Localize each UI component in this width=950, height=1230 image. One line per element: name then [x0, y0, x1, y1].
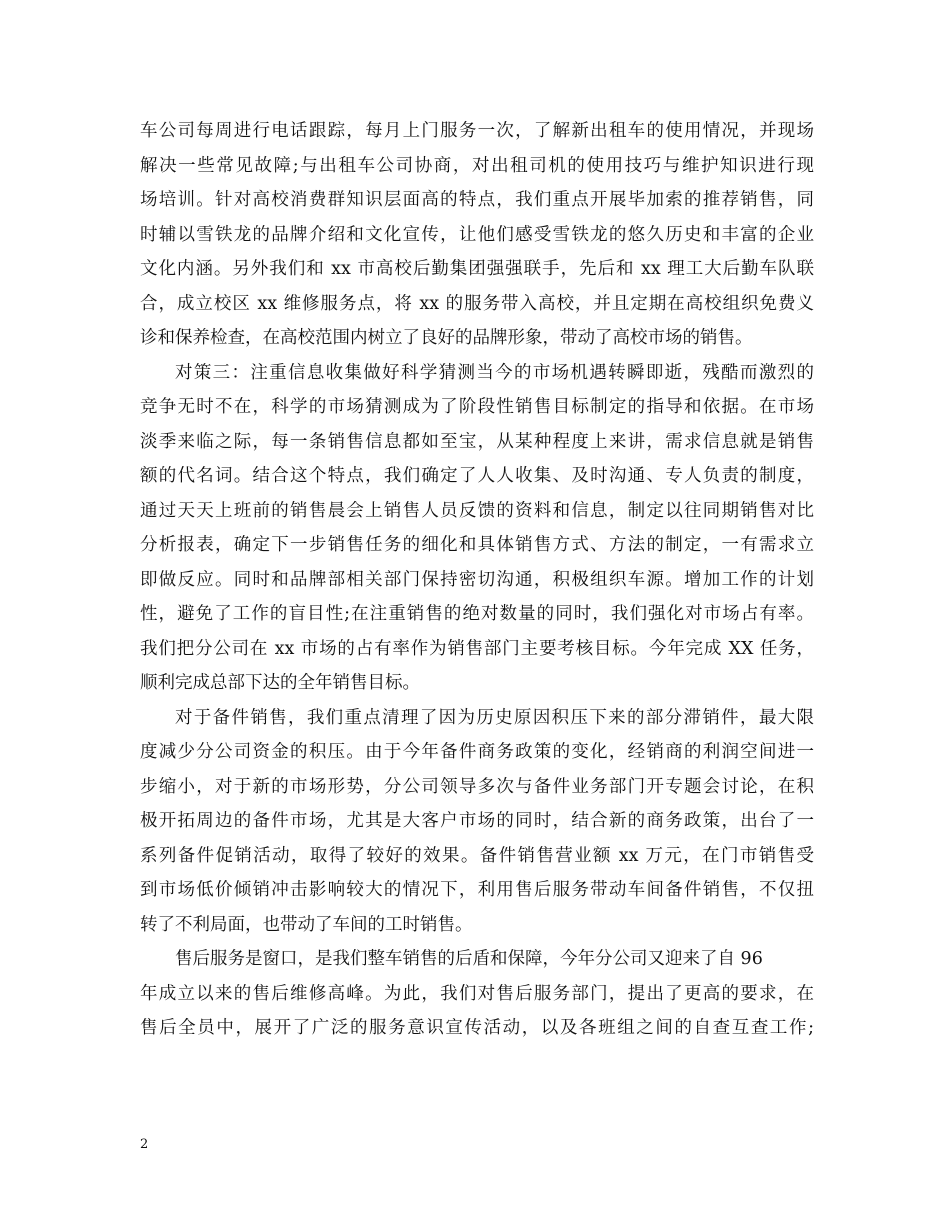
page-number: 2 [140, 1137, 149, 1152]
text-line: 售后全员中，展开了广泛的服务意识宣传活动，以及各班组之间的自查互查工作; [140, 1018, 814, 1038]
text-line: 售后服务是窗口，是我们整车销售的后盾和保障，今年分公司又迎来了自 96 [175, 949, 763, 969]
text-line: 淡季来临之际，每一条销售信息都如至宝，从某种程度上来讲，需求信息就是销售 [140, 431, 814, 452]
text-line: 步缩小，对于新的市场形势，分公司领导多次与备件业务部门开专题会讨论，在积 [140, 776, 814, 797]
text-line: 解决一些常见故障;与出租车公司协商，对出租司机的使用技巧与维护知识进行现 [140, 155, 814, 176]
text-line: 对策三：注重信息收集做好科学猜测当今的市场机遇转瞬即逝，残酷而激烈的 [175, 362, 814, 383]
text-line: 时辅以雪铁龙的品牌介绍和文化宣传，让他们感受雪铁龙的悠久历史和丰富的企业 [140, 224, 814, 245]
paragraph-4 [140, 942, 814, 1046]
paragraph-2 [140, 356, 814, 701]
text-line: 极开拓周边的备件市场，尤其是大客户市场的同时，结合新的商务政策，出台了一 [140, 811, 814, 831]
text-line: 年成立以来的售后维修高峰。为此，我们对售后服务部门，提出了更高的要求，在 [140, 983, 814, 1004]
text-line: 顺利完成总部下达的全年销售目标。 [140, 673, 420, 693]
paragraph-3 [140, 701, 814, 943]
text-line: 分析报表，确定下一步销售任务的细化和具体销售方式、方法的制定，一有需求立 [140, 535, 814, 555]
paragraph-1 [140, 114, 814, 356]
text-line: 对于备件销售，我们重点清理了因为历史原因积压下来的部分滞销件，最大限 [175, 707, 814, 728]
text-line: 即做反应。同时和品牌部相关部门保持密切沟通，积极组织车源。增加工作的计划 [140, 569, 814, 590]
text-line: 通过天天上班前的销售晨会上销售人员反馈的资料和信息，制定以往同期销售对比 [140, 500, 814, 521]
text-line: 性，避免了工作的盲目性;在注重销售的绝对数量的同时，我们强化对市场占有率。 [140, 604, 814, 624]
text-line: 车公司每周进行电话跟踪，每月上门服务一次，了解新出租车的使用情况，并现场 [140, 121, 814, 141]
text-line: 合，成立校区 xx 维修服务点，将 xx 的服务带入高校，并且定期在高校组织免费义 [140, 293, 814, 314]
text-line: 度减少分公司资金的积压。由于今年备件商务政策的变化，经销商的利润空间进一 [140, 742, 814, 762]
text-line: 系列备件促销活动，取得了较好的效果。备件销售营业额 xx 万元，在门市销售受 [140, 845, 814, 866]
text-line: 场培训。针对高校消费群知识层面高的特点，我们重点开展毕加索的推荐销售，同 [140, 190, 814, 210]
text-line: 转了不利局面，也带动了车间的工时销售。 [140, 914, 473, 935]
text-line: 文化内涵。另外我们和 xx 市高校后勤集团强强联手，先后和 xx 理工大后勤车队联 [140, 259, 814, 279]
text-line: 我们把分公司在 xx 市场的占有率作为销售部门主要考核目标。今年完成 XX 任务， [140, 638, 814, 659]
text-line: 额的代名词。结合这个特点，我们确定了人人收集、及时沟通、专人负责的制度， [140, 466, 814, 486]
text-line: 竞争无时不在，科学的市场猜测成为了阶段性销售目标制定的指导和依据。在市场 [140, 397, 814, 417]
text-line: 到市场低价倾销冲击影响较大的情况下，利用售后服务带动车间备件销售，不仅扭 [140, 880, 814, 900]
text-line: 诊和保养检查，在高校范围内树立了良好的品牌形象，带动了高校市场的销售。 [140, 328, 753, 348]
document-body [140, 114, 814, 1046]
